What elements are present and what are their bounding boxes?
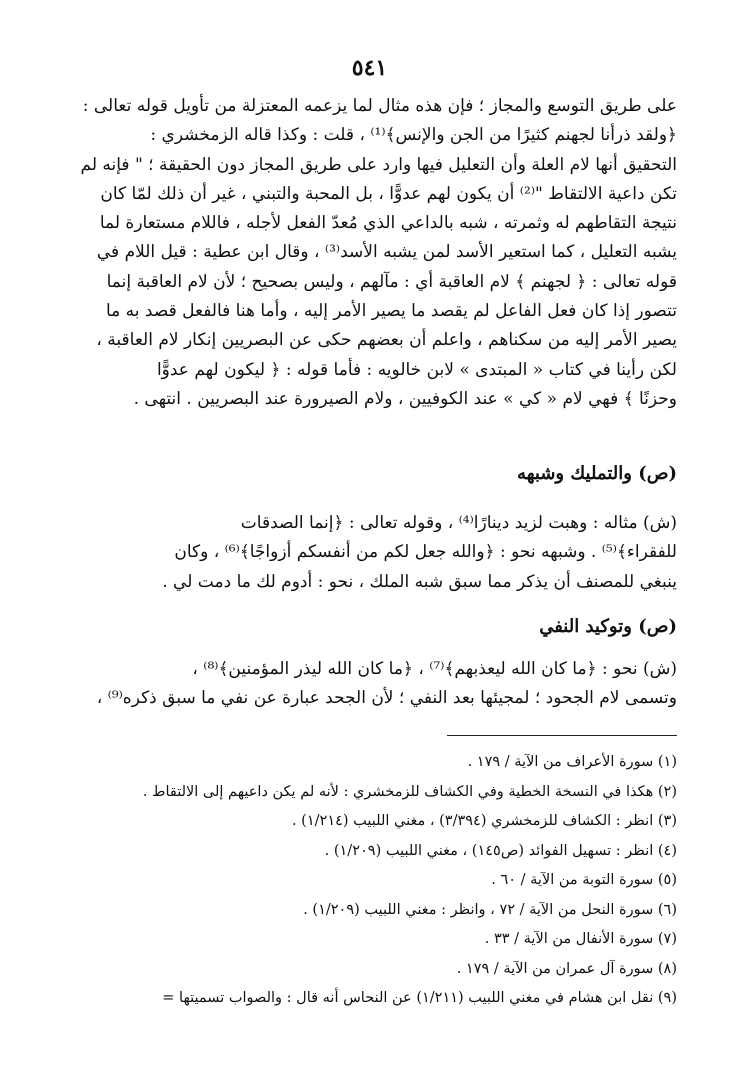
footnote: (٩) نقل ابن هشام في مغني اللبيب (١/٢١١) عن النحاس أنه قال : والصواب تسميتها = bbox=[162, 990, 677, 1006]
text-line: نتيجة التقاطهم له وثمرته ، شبه بالداعي الذي مُعدّ الفعل لأجله ، فاللام مستعارة لما bbox=[99, 213, 677, 234]
text-line: وتسمى لام الجحود ؛ لمجيئها بعد النفي ؛ لأن الجحد عبارة عن نفي ما سبق ذكره⁽⁹⁾ ، bbox=[96, 688, 677, 709]
text-line: قوله تعالى : ﴿ لجهنم ﴾ لام العاقبة أي : مآلهم ، وليس بصحيح ؛ لأن لام العاقبة إنما bbox=[106, 271, 677, 292]
text-line: للفقراء﴾⁽⁵⁾ . وشبهه نحو : ﴿والله جعل لكم من أنفسكم أزواجًا﴾⁽⁶⁾ ، وكان bbox=[174, 542, 677, 563]
text-line: على طريق التوسع والمجاز ؛ فإن هذه مثال لما يزعمه المعتزلة من تأويل قوله تعالى : bbox=[82, 96, 677, 116]
text-line: تكن داعية الالتقاط "⁽²⁾ أن يكون لهم عدوًّا ، بل المحبة والتبني ، غير أن ذلك لمّا كان bbox=[100, 183, 677, 204]
footnote: (٣) انظر : الكشاف للزمخشري (٣/٣٩٤) ، مغني اللبيب (١/٢١٤) . bbox=[291, 813, 677, 829]
paragraph-main bbox=[58, 92, 677, 414]
footnotes bbox=[58, 748, 677, 1014]
paragraph-tawkid-nafy bbox=[58, 655, 677, 714]
text-line: ﴿ولقد ذرأنا لجهنم كثيرًا من الجن والإنس﴾⁽¹⁾ ، قلت : وكذا قاله الزمخشري : bbox=[150, 125, 677, 146]
footnote-divider bbox=[447, 735, 677, 736]
footnote: (٤) انظر : تسهيل الفوائد (ص١٤٥) ، مغني اللبيب (١/٢٠٩) . bbox=[324, 842, 677, 859]
text-line: يشبه التعليل ، كما استعير الأسد لمن يشبه الأسد⁽³⁾ ، وقال ابن عطية : قيل اللام في bbox=[96, 242, 677, 263]
text-line: التحقيق أنها لام العلة وأن التعليل فيها وارد على طريق المجاز دون الحقيقة ؛ " فإنه لم bbox=[80, 154, 677, 175]
section-heading-tawkid-nafy: (ص) وتوكيد النفي bbox=[539, 616, 677, 637]
text-line: يصير الأمر إليه من سكناهم ، واعلم أن بعضهم حكى عن البصريين إنكار لام العاقبة ، bbox=[96, 330, 677, 351]
footnote: (٧) سورة الأنفال من الآية / ٣٣ . bbox=[484, 931, 677, 947]
text-line: لكن رأينا في كتاب « المبتدى » لابن خالويه : فأما قوله : ﴿ ليكون لهم عدوًّا bbox=[156, 359, 677, 380]
footnote: (٨) سورة آل عمران من الآية / ١٧٩ . bbox=[456, 960, 677, 977]
footnote: (٢) هكذا في النسخة الخطية وفي الكشاف للزمخشري : لأنه لم يكن داعيهم إلى الالتقاط . bbox=[142, 783, 677, 800]
text-line: (ش) مثاله : وهبت لزيد دينارًا⁽⁴⁾ ، وقوله تعالى : ﴿إنما الصدقات bbox=[240, 513, 677, 533]
section-heading-tamlik: (ص) والتمليك وشبهه bbox=[516, 463, 677, 484]
footnote: (٥) سورة التوبة من الآية / ٦٠ . bbox=[491, 872, 677, 888]
text-line: وحزنًا ﴾ فهي لام « كي » عند الكوفيين ، ولام الصيرورة عند البصريين . انتهى . bbox=[133, 388, 677, 409]
text-line: (ش) نحو : ﴿ما كان الله ليعذبهم﴾⁽⁷⁾ ، ﴿ما كان الله ليذر المؤمنين﴾⁽⁸⁾ ، bbox=[192, 659, 677, 679]
text-line: ينبغي للمصنف أن يذكر مما سبق شبه الملك ، نحو : أدوم لك ما دمت لي . bbox=[162, 571, 677, 592]
footnote: (٦) سورة النحل من الآية / ٧٢ ، وانظر : مغني اللبيب (١/٢٠٩) . bbox=[303, 901, 677, 918]
paragraph-tamlik bbox=[58, 509, 677, 597]
page-number: ٥٤١ bbox=[351, 55, 388, 81]
footnote: (١) سورة الأعراف من الآية / ١٧٩ . bbox=[467, 754, 677, 770]
text-line: تتصور إذا كان فعل الفاعل لم يقصد ما يصير الأمر إليه ، وأما هنا فالفعل قصد به ما bbox=[105, 301, 677, 322]
